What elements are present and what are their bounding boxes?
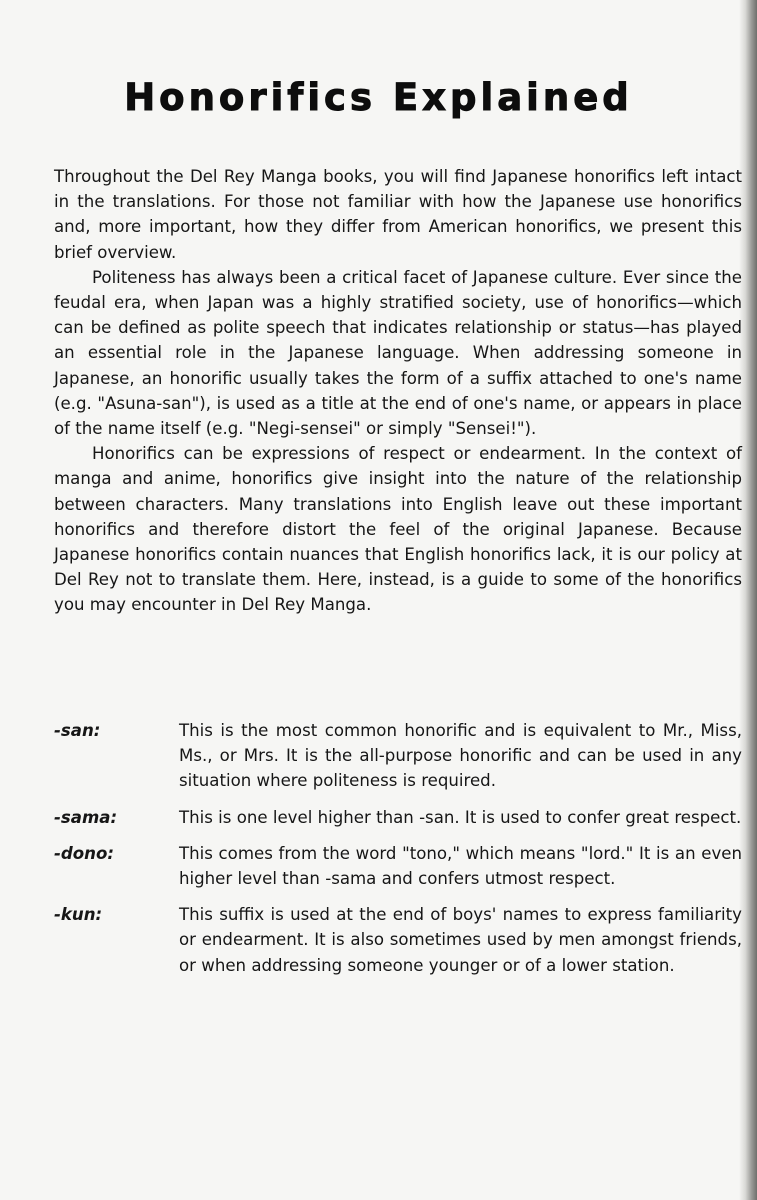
term-entry-san [54,718,742,794]
intro-paragraph-1: Throughout the Del Rey Manga books, you will find Japanese honorifics left intact in the translations. For those not familiar with how the Japanese use honorifics and, more important, how they differ from American honorifics, we present this brief overview. [54,167,742,262]
intro-paragraph-2: Politeness has always been a critical facet of Japanese culture. Ever since the feudal era, when Japan was a highly stratified society, use of honorifics—which can be defined as polite speech that indicates relationship or status—has played an essential role in the Japanese language. When addressing someone in Japanese, an honorific usually takes the form of a suffix attached to one's name (e.g. "Asuna-san"), is used as a title at the end of one's name, or appears in place of the name itself (e.g. "Negi-sensei" or simply "Sensei!"). [54,267,742,439]
term-label-dono: -dono: [54,843,115,863]
term-definition-sama: This is one level higher than -san. It is used to confer great respect. [179,807,742,827]
term-label-sama: -sama: [54,807,118,827]
term-definition-dono: This comes from the word "tono," which means "lord." It is an even higher level than -sama and confers utmost respect. [179,843,742,889]
term-label-kun: -kun: [54,905,103,925]
term-entry-dono [54,841,742,891]
term-entry-kun [54,902,742,978]
intro-paragraph-3: Honorifics can be expressions of respect or endearment. In the context of manga and anime, honorifics give insight into the nature of the relationship between characters. Many translations into English leave out these important honorifics and therefore distort the feel of the original Japanese. Because Japanese honorifics contain nuances that English honorifics lack, it is our policy at Del Rey not to translate them. Here, instead, is a guide to some of the honorifics you may encounter in Del Rey Manga. [54,444,742,615]
term-definition-san: This is the most common honorific and is equivalent to Mr., Miss, Ms., or Mrs. It is the all-purpose honorific and can be used in any situation where politeness is required. [179,721,742,791]
term-label-san: -san: [54,721,101,740]
term-entry-sama [54,805,742,830]
page-title: Honorifics Explained [124,76,633,119]
term-definition-kun: This suffix is used at the end of boys' names to express familiarity or endearment. It is also sometimes used by men amongst friends, or when addressing someone younger or of a lower station. [179,905,742,975]
honorifics-list [54,718,742,989]
intro-text [54,164,742,618]
